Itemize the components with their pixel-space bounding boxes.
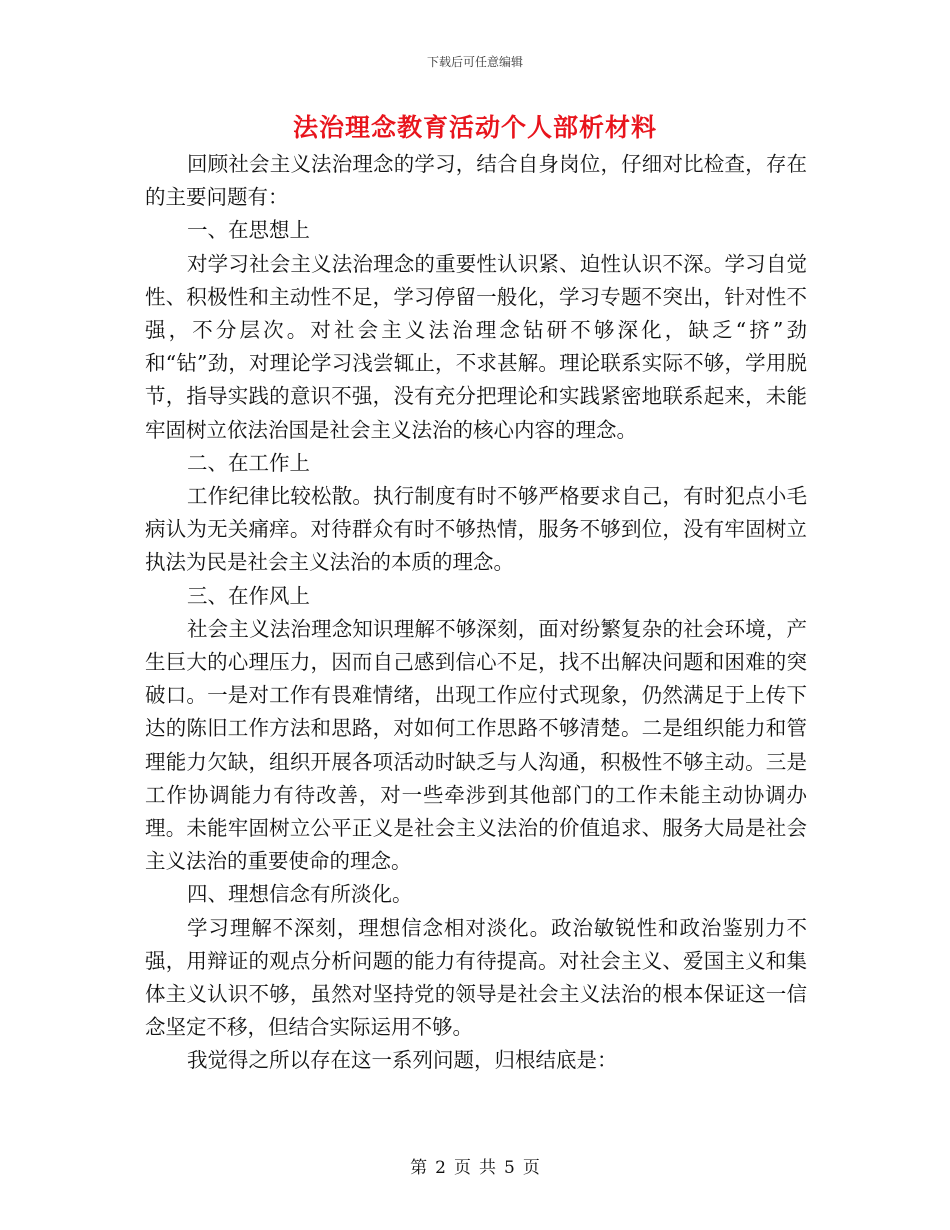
section-heading-thought: 一、在思想上 — [187, 218, 310, 243]
body-paragraph: 工作纪律比较松散。执行制度有时不够严格要求自己，有时犯点小毛病认为无关痛痒。对待群众有时不够热情，服务不够到位，没有牢固树立执法为民是社会主义法治的本质的理念。 — [145, 484, 807, 575]
footer-suffix: 页 — [522, 1158, 540, 1178]
section-heading-work: 二、在工作上 — [187, 450, 310, 475]
closing-paragraph: 我觉得之所以存在这一系列问题，归根结底是： — [187, 1048, 618, 1073]
section-heading-belief: 四、理想信念有所淡化。 — [187, 882, 413, 907]
body-paragraph: 学习理解不深刻，理想信念相对淡化。政治敏锐性和政治鉴别力不强，用辩证的观点分析问题的能力有待提高。对社会主义、爱国主义和集体主义认识不够，虽然对坚持党的领导是社会主义法治的根本保证这一信念坚定不移，但结合实际运用不够。 — [145, 915, 807, 1040]
footer-prefix: 第 — [410, 1158, 428, 1178]
footer-total-prefix: 共 — [479, 1158, 496, 1178]
body-paragraph: 社会主义法治理念知识理解不够深刻，面对纷繁复杂的社会环境，产生巨大的心理压力，因而自己感到信心不足，找不出解决问题和困难的突破口。一是对工作有畏难情绪，出现工作应付式现象，仍然满足于上传下达的陈旧工作方法和思路，对如何工作思路不够清楚。二是组织能力和管理能力欠缺，组织开展各项活动时缺乏与人沟通，积极性不够主动。三是工作协调能力有待改善，对一些牵涉到其他部门的工作未能主动协调办理。未能牢固树立公平正义是社会主义法治的价值追求、服务大局是社会主义法治的重要使命的理念。 — [145, 616, 807, 874]
body-paragraph: 对学习社会主义法治理念的重要性认识紧、迫性认识不深。学习自觉性、积极性和主动性不足，学习停留一般化，学习专题不突出，针对性不强，不分层次。对社会主义法治理念钻研不够深化，缺乏“挤”劲和“钻”劲，对理论学习浅尝辄止，不求甚解。理论联系实际不够，学用脱节，指导实践的意识不强，没有充分把理论和实践紧密地联系起来，未能牢固树立依法治国是社会主义法治的核心内容的理念。 — [145, 251, 807, 442]
page-footer — [0, 1153, 950, 1178]
header-note: 下载后可任意编辑 — [426, 55, 523, 69]
footer-page-word: 页 — [454, 1158, 471, 1178]
document-title: 法治理念教育活动个人部析材料 — [292, 113, 657, 142]
section-heading-style: 三、在作风上 — [187, 583, 310, 608]
intro-paragraph: 回顾社会主义法治理念的学习，结合自身岗位，仔细对比检查，存在的主要问题有： — [145, 152, 807, 210]
footer-total-pages: 5 — [504, 1158, 515, 1178]
footer-current-page: 2 — [435, 1158, 446, 1178]
document-body — [145, 148, 807, 1078]
